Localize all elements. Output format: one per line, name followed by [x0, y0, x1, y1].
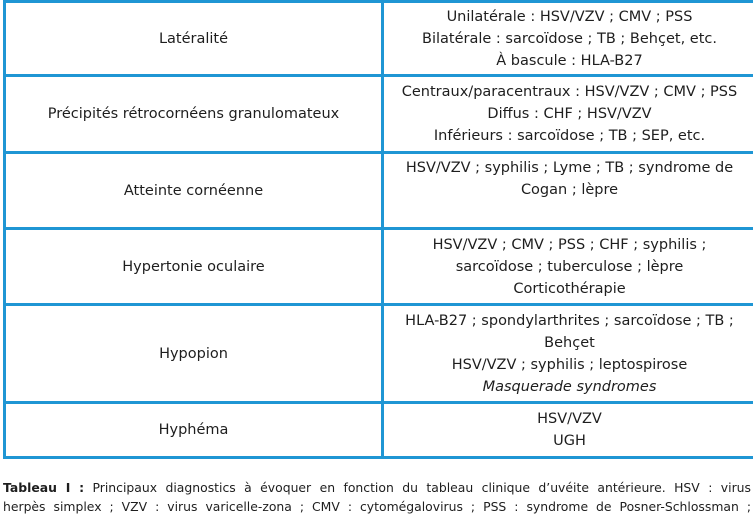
row-label: Hypopion — [5, 305, 383, 403]
row-label: Précipités rétrocornéens granulomateux — [5, 76, 383, 153]
row-diagnostics — [383, 153, 753, 229]
table-row — [5, 229, 753, 305]
row-label: Hypertonie oculaire — [5, 229, 383, 305]
row-diagnostics — [383, 305, 753, 403]
diagnostic-line: Bilatérale : sarcoïdose ; TB ; Behçet, etc. — [422, 30, 717, 47]
row-label: Hyphéma — [5, 403, 383, 458]
row-label: Atteinte cornéenne — [5, 153, 383, 229]
caption-line — [3, 478, 751, 497]
diagnostic-line: HSV/VZV ; syphilis ; leptospirose — [451, 356, 688, 373]
diagnostic-line: HSV/VZV — [537, 411, 602, 427]
diagnostic-line: Unilatérale : HSV/VZV ; CMV ; PSS — [446, 8, 693, 25]
diagnostic-line: À bascule : HLA-B27 — [496, 52, 643, 69]
diagnostic-line: HSV/VZV ; CMV ; PSS ; CHF ; syphilis ; sarcoïdose ; tuberculose ; lèpre — [432, 236, 707, 275]
diagnostic-table — [3, 0, 753, 459]
table-row — [5, 76, 753, 153]
row-label: Latéralité — [5, 2, 383, 76]
row-diagnostics — [383, 229, 753, 305]
caption-text: Principaux diagnostics à évoquer en fonction du tableau clinique d’uvéite antérieure. HSV : virus — [84, 480, 751, 495]
row-diagnostics — [383, 76, 753, 153]
diagnostic-line: Diffus : CHF ; HSV/VZV — [487, 106, 652, 122]
table-row — [5, 403, 753, 458]
diagnostic-line: Masquerade syndromes — [482, 378, 657, 395]
diagnostic-line: Inférieurs : sarcoïdose ; TB ; SEP, etc. — [433, 128, 706, 144]
diagnostic-line: HLA-B27 ; spondylarthrites ; sarcoïdose ; TB ; Behçet — [405, 312, 734, 351]
diagnostic-line: Corticothérapie — [513, 280, 626, 297]
diagnostic-line: UGH — [553, 433, 586, 449]
table-caption — [3, 478, 751, 516]
table-row — [5, 153, 753, 229]
row-diagnostics — [383, 403, 753, 458]
table-row — [5, 2, 753, 76]
row-diagnostics — [383, 2, 753, 76]
diagnostic-line: Centraux/paracentraux : HSV/VZV ; CMV ; PSS — [401, 84, 738, 100]
table-row — [5, 305, 753, 403]
diagnostic-line: HSV/VZV ; syphilis ; Lyme ; TB ; syndrome de Cogan ; lèpre — [405, 160, 734, 198]
caption-line: herpès simplex ; VZV : virus varicelle-zona ; CMV : cytomégalovirus ; PSS : syndrome de Posner-Schlossman ; — [3, 499, 751, 514]
caption-title: Tableau I : — [3, 480, 85, 495]
